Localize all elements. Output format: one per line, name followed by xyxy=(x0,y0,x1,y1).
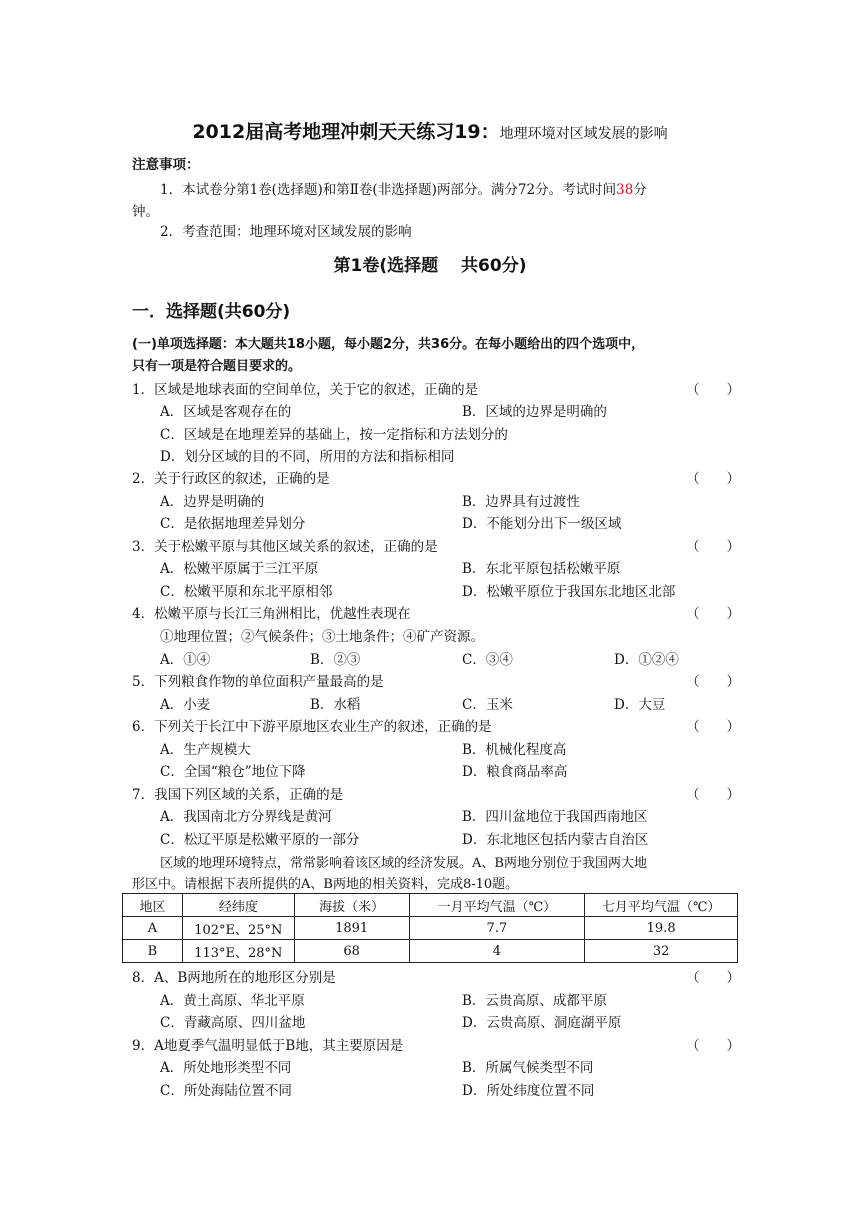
question-stem: 2．关于行政区的叙述，正确的是 xyxy=(132,471,330,487)
option-c: C．③④ xyxy=(462,652,513,668)
table-row xyxy=(123,917,738,940)
option-d: D．不能划分出下一级区域 xyxy=(462,516,622,532)
table-cell: 68 xyxy=(294,940,409,963)
option-b: B．四川盆地位于我国西南地区 xyxy=(462,809,648,825)
notice-item-2: 2．考查范围：地理环境对区域发展的影响 xyxy=(160,224,412,240)
table-header-cell: 地区 xyxy=(123,894,183,917)
table-header-cell: 经纬度 xyxy=(182,894,294,917)
option-c: C．松辽平原是松嫩平原的一部分 xyxy=(160,832,360,848)
option-b: B．所属气候类型不同 xyxy=(462,1060,594,1076)
table-cell: B xyxy=(123,940,183,963)
question-stem: 4．松嫩平原与长江三角洲相比，优越性表现在 xyxy=(132,606,411,622)
answer-blank: （ ） xyxy=(686,539,740,555)
option-d: D．松嫩平原位于我国东北地区北部 xyxy=(462,584,676,600)
option-c: C．青藏高原、四川盆地 xyxy=(160,1015,306,1031)
question-stem: 3．关于松嫩平原与其他区域关系的叙述，正确的是 xyxy=(132,539,438,555)
table-cell: 113°E、28°N xyxy=(182,940,294,963)
option-a: A．边界是明确的 xyxy=(160,494,265,510)
option-d: D．①②④ xyxy=(614,652,679,668)
option-d: D．东北地区包括内蒙古自治区 xyxy=(462,832,649,848)
option-d: D．大豆 xyxy=(614,697,666,713)
question-stem: 1．区域是地球表面的空间单位，关于它的叙述，正确的是 xyxy=(132,382,479,398)
table-cell: 102°E、25°N xyxy=(182,917,294,940)
option-d: D．划分区域的目的不同，所用的方法和指标相同 xyxy=(160,449,455,465)
answer-blank: （ ） xyxy=(686,471,740,487)
option-a: A．松嫩平原属于三江平原 xyxy=(160,561,319,577)
option-c: C．是依据地理差异划分 xyxy=(160,516,306,532)
table-header-cell: 一月平均气温（℃） xyxy=(409,894,585,917)
option-a: A．黄土高原、华北平原 xyxy=(160,993,305,1009)
answer-blank: （ ） xyxy=(686,970,740,986)
option-c: C．松嫩平原和东北平原相邻 xyxy=(160,584,333,600)
option-d: D．所处纬度位置不同 xyxy=(462,1083,595,1099)
title-main: 2012届高考地理冲刺天天练习19： xyxy=(192,121,500,143)
option-a: A．①④ xyxy=(160,652,211,668)
option-d: D．粮食商品率高 xyxy=(462,764,568,780)
notice-item-1-wrap: 钟。 xyxy=(132,204,159,220)
notice-heading: 注意事项： xyxy=(132,157,200,173)
option-b: B．机械化程度高 xyxy=(462,742,567,758)
instruction-line-2: 只有一项是符合题目要求的。 xyxy=(132,359,302,374)
option-a: A．生产规模大 xyxy=(160,742,251,758)
option-b: B．水稻 xyxy=(310,697,361,713)
table-cell: 1891 xyxy=(294,917,409,940)
option-c: C．全国“粮仓”地位下降 xyxy=(160,764,306,780)
answer-blank: （ ） xyxy=(686,382,740,398)
option-b: B．边界具有过渡性 xyxy=(462,494,580,510)
option-a: A．小麦 xyxy=(160,697,211,713)
notice-item-1 xyxy=(160,178,647,198)
question-stem: 7．我国下列区域的关系，正确的是 xyxy=(132,787,344,803)
notice-item-1-text: 1．本试卷分第1卷(选择题)和第Ⅱ卷(非选择题)两部分。满分72分。考试时间 xyxy=(160,182,617,198)
option-b: B．②③ xyxy=(310,652,361,668)
answer-blank: （ ） xyxy=(686,719,740,735)
answer-blank: （ ） xyxy=(686,1038,740,1054)
answer-blank: （ ） xyxy=(686,606,740,622)
title-subtitle: 地理环境对区域发展的影响 xyxy=(499,126,668,142)
table-header-row xyxy=(123,894,738,917)
passage-line-2: 形区中。请根据下表所提供的A、B两地的相关资料，完成8-10题。 xyxy=(132,877,519,892)
question-conditions: ①地理位置；②气候条件；③土地条件；④矿产资源。 xyxy=(160,629,484,645)
answer-blank: （ ） xyxy=(686,674,740,690)
question-stem: 5．下列粮食作物的单位面积产量最高的是 xyxy=(132,674,384,690)
table-row xyxy=(123,940,738,963)
location-data-table xyxy=(122,893,738,963)
section-title: 一．选择题(共60分) xyxy=(132,302,291,322)
page-title xyxy=(0,117,860,144)
question-stem: 9．A地夏季气温明显低于B地，其主要原因是 xyxy=(132,1038,404,1054)
table-cell: A xyxy=(123,917,183,940)
option-b: B．东北平原包括松嫩平原 xyxy=(462,561,621,577)
table-cell: 4 xyxy=(409,940,585,963)
instruction-line-1: (一)单项选择题：本大题共18小题，每小题2分，共36分。在每小题给出的四个选项中， xyxy=(132,337,645,352)
table-cell: 7.7 xyxy=(409,917,585,940)
option-a: A．区域是客观存在的 xyxy=(160,404,292,420)
question-stem: 8．A、B两地所在的地形区分别是 xyxy=(132,970,336,986)
answer-blank: （ ） xyxy=(686,787,740,803)
table-cell: 32 xyxy=(585,940,738,963)
table-header-cell: 七月平均气温（℃） xyxy=(585,894,738,917)
option-c: C．玉米 xyxy=(462,697,513,713)
option-b: B．区域的边界是明确的 xyxy=(462,404,607,420)
exam-time-value: 38 xyxy=(616,182,634,198)
option-a: A．所处地形类型不同 xyxy=(160,1060,292,1076)
question-stem: 6．下列关于长江中下游平原地区农业生产的叙述，正确的是 xyxy=(132,719,492,735)
table-header-cell: 海拔（米） xyxy=(294,894,409,917)
table-cell: 19.8 xyxy=(585,917,738,940)
option-c: C．所处海陆位置不同 xyxy=(160,1083,292,1099)
passage-line-1: 区域的地理环境特点，常常影响着该区域的经济发展。A、B两地分别位于我国两大地 xyxy=(160,856,647,871)
option-d: D．云贵高原、洞庭湖平原 xyxy=(462,1015,622,1031)
option-b: B．云贵高原、成都平原 xyxy=(462,993,607,1009)
notice-item-1-unit: 分 xyxy=(633,182,647,198)
option-c: C．区域是在地理差异的基础上，按一定指标和方法划分的 xyxy=(160,427,508,443)
volume-title: 第1卷(选择题 共60分) xyxy=(333,256,527,276)
option-a: A．我国南北方分界线是黄河 xyxy=(160,809,332,825)
